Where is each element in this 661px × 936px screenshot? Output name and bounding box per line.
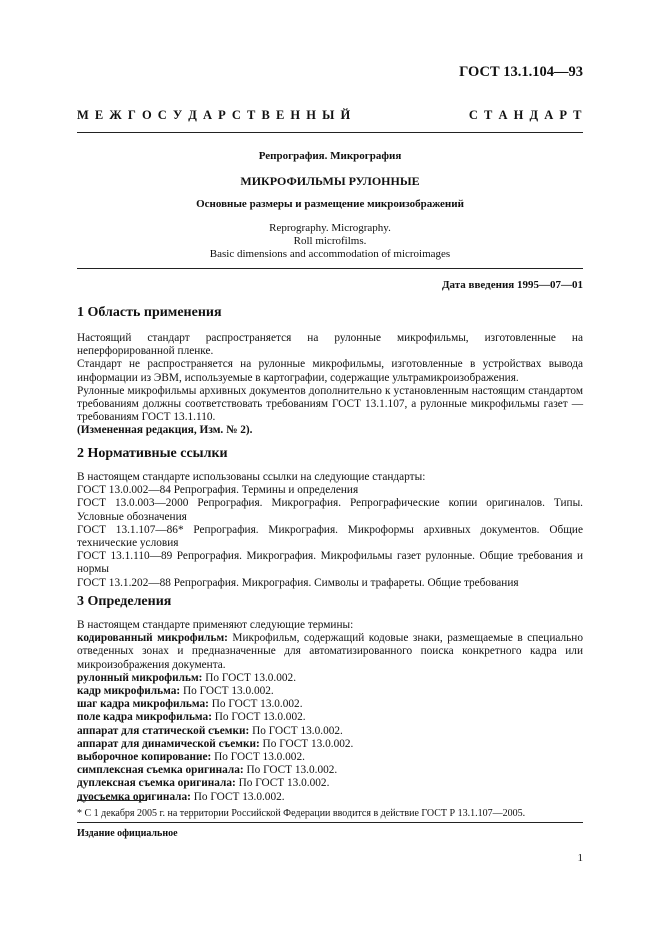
title-line-3: Основные размеры и размещение микроизображений [196, 198, 464, 210]
definition-text: По ГОСТ 13.0.002. [211, 751, 305, 764]
definition-item [77, 791, 583, 804]
section-1-paragraph-2: Стандарт не распространяется на рулонные микрофильмы, изготовленные в устройствах вывода информации из ЭВМ, используемые в картографии, содержащие ультрамикроизображения. [77, 358, 583, 384]
definition-text: По ГОСТ 13.0.002. [259, 737, 354, 750]
reference-item: ГОСТ 13.1.202—88 Репрография. Микрография. Символы и трафареты. Общие требования [77, 576, 519, 589]
section-1-amendment-note: (Измененная редакция, Изм. № 2). [77, 424, 253, 437]
definition-item [77, 738, 583, 751]
english-title-line-2: Roll microfilms. [293, 235, 367, 247]
title-divider [77, 268, 583, 269]
banner-left: М Е Ж Г О С У Д А Р С Т В Е Н Н Ы Й [77, 108, 352, 122]
definition-term: рулонный микрофильм: [77, 671, 203, 684]
definition-term: кодированный микрофильм: [77, 632, 228, 645]
footnote: * С 1 декабря 2005 г. на территории Российской Федерации вводится в действие ГОСТ Р 13.1.107—2005. [77, 808, 526, 819]
section-3-heading: 3 Определения [77, 594, 172, 609]
definition-item [77, 764, 583, 777]
definition-term: выборочное копирование: [77, 751, 212, 764]
definition-text: Микрофильм, содержащий кодовые знаки, размещаемые в специально отведенных зонах и предназначенные для автоматизированного поиска конкретного кадра или микроизображения документа. [77, 632, 583, 671]
definition-item [77, 725, 583, 738]
section-2-body [77, 471, 583, 590]
english-title-line-1: Reprography. Micrography. [269, 222, 391, 234]
banner-right: С Т А Н Д А Р Т [468, 108, 583, 122]
official-edition-label: Издание официальное [77, 828, 178, 839]
definition-term: аппарат для статической съемки: [77, 724, 250, 737]
definition-item [77, 685, 583, 698]
reference-item: ГОСТ 13.1.107—86* Репрография. Микрография. Микроформы архивных документов. Общие технические условия [77, 523, 583, 550]
english-title-line-3: Basic dimensions and accommodation of microimages [209, 248, 451, 260]
section-2-intro: В настоящем стандарте использованы ссылки на следующие стандарты: [77, 471, 426, 483]
definition-text: По ГОСТ 13.0.002. [190, 790, 285, 803]
section-1-heading: 1 Область применения [77, 305, 222, 320]
effective-date: Дата введения 1995—07—01 [441, 279, 583, 291]
definition-item [77, 672, 583, 685]
title-line-2: МИКРОФИЛЬМЫ РУЛОННЫЕ [240, 174, 420, 188]
reference-item: ГОСТ 13.0.002—84 Репрография. Термины и определения [77, 484, 359, 497]
definition-text: По ГОСТ 13.0.002. [211, 711, 306, 724]
definition-text: По ГОСТ 13.0.002. [202, 671, 297, 684]
section-2-heading: 2 Нормативные ссылки [77, 446, 228, 461]
definition-text: По ГОСТ 13.0.002. [243, 764, 338, 777]
definition-term: кадр микрофильма: [77, 685, 181, 698]
section-3-intro: В настоящем стандарте применяют следующие термины: [77, 619, 354, 631]
english-title [77, 222, 583, 261]
title-line-1: Репрография. Микрография [258, 150, 402, 162]
reference-item: ГОСТ 13.1.110—89 Репрография. Микрография. Микрофильмы газет рулонные. Общие требования и нормы [77, 550, 583, 576]
definition-term: дуосъемка оригинала: [77, 790, 191, 803]
definition-item [77, 711, 583, 724]
bottom-divider [77, 822, 583, 823]
definition-text: По ГОСТ 13.0.002. [249, 724, 343, 737]
definition-term: симплексная съемка оригинала: [77, 764, 244, 777]
standard-number: ГОСТ 13.1.104—93 [459, 64, 583, 80]
definition-item [77, 698, 583, 711]
definition-term: аппарат для динамической съемки: [77, 737, 260, 750]
footnote-divider [77, 800, 147, 801]
definition-text: По ГОСТ 13.0.002. [180, 685, 274, 698]
definition-text: По ГОСТ 13.0.002. [208, 698, 303, 711]
reference-item: ГОСТ 13.0.003—2000 Репрография. Микрография. Репрографические копии оригиналов. Типы. Условные обозначения [77, 497, 583, 523]
definition-text: По ГОСТ 13.0.002. [235, 777, 330, 790]
top-divider [77, 132, 583, 133]
definition-item [77, 777, 583, 790]
section-1-paragraph-1: Настоящий стандарт распространяется на рулонные микрофильмы, изготовленные на неперфорированной пленке. [77, 332, 583, 358]
section-1-body [77, 332, 583, 438]
section-3-body [77, 619, 583, 804]
definition-item [77, 751, 583, 764]
page-number: 1 [577, 852, 583, 864]
section-1-paragraph-3: Рулонные микрофильмы архивных документов дополнительно к установленным настоящим стандартом требованиям должны соответствовать требованиям ГОСТ 13.1.107, а рулонные микрофильмы газет — требованиям ГОСТ 13.1.110. [77, 384, 583, 424]
definition-term: шаг кадра микрофильма: [77, 698, 209, 711]
definition-term: дуплексная съемка оригинала: [77, 777, 236, 790]
definition-item [77, 632, 583, 672]
interstate-standard-banner [77, 108, 583, 123]
definition-term: поле кадра микрофильма: [77, 711, 212, 724]
